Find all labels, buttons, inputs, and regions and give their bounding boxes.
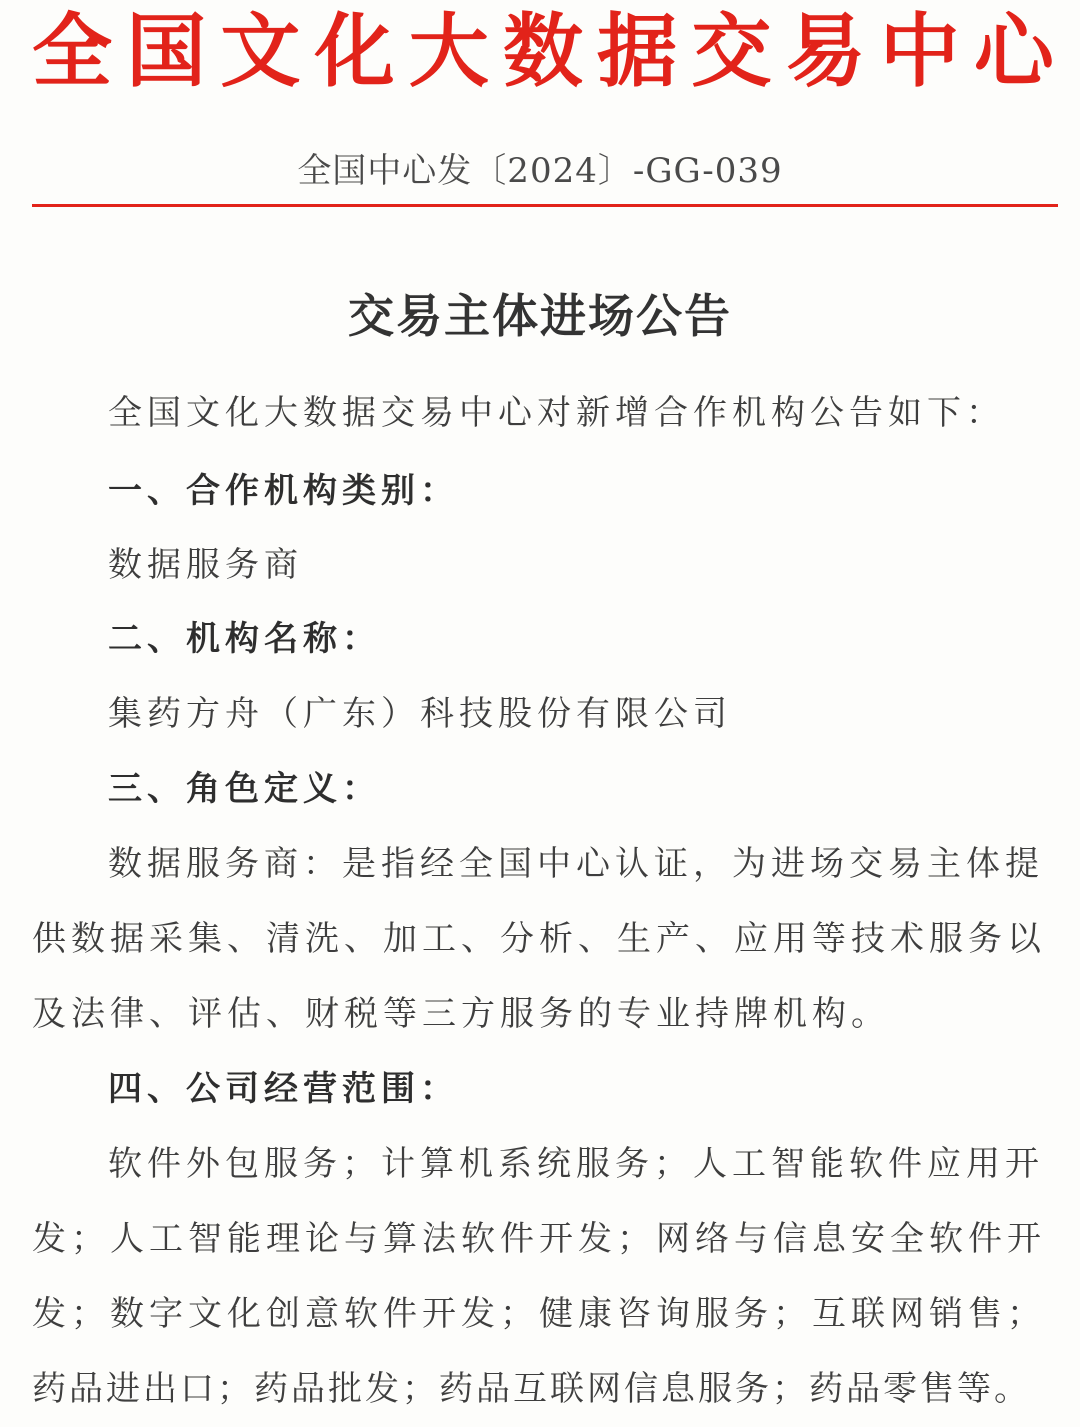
letterhead-char: 据	[597, 5, 678, 98]
intro-paragraph: 全国文化大数据交易中心对新增合作机构公告如下：	[108, 393, 1005, 433]
role-definition-line: 及法律、评估、财税等三方服务的专业持牌机构。	[32, 994, 890, 1034]
letterhead-char: 易	[785, 5, 866, 98]
section-value-category: 数据服务商	[108, 545, 303, 585]
section-heading-scope: 四、公司经营范围：	[108, 1069, 459, 1109]
letterhead-char: 文	[220, 5, 301, 98]
announcement-title: 交易主体进场公告	[348, 289, 732, 343]
role-definition-line: 数据服务商：是指经全国中心认证，为进场交易主体提	[108, 844, 1044, 884]
organization-letterhead	[28, 0, 1058, 106]
letterhead-char: 全	[32, 5, 112, 98]
section-heading-role: 三、角色定义：	[108, 769, 381, 809]
letterhead-char: 交	[691, 5, 772, 98]
business-scope-line: 软件外包服务；计算机系统服务；人工智能软件应用开	[108, 1144, 1044, 1184]
letterhead-char: 数	[502, 5, 583, 98]
business-scope-line: 药品进出口；药品批发；药品互联网信息服务；药品零售等。	[32, 1369, 1031, 1409]
business-scope-line: 发；人工智能理论与算法软件开发；网络与信息安全软件开	[32, 1219, 1046, 1259]
header-divider	[32, 204, 1058, 207]
letterhead-char: 中	[879, 5, 960, 98]
letterhead-char: 心	[973, 5, 1054, 98]
document-number: 全国中心发〔2024〕-GG-039	[297, 151, 783, 191]
section-value-name: 集药方舟（广东）科技股份有限公司	[108, 694, 732, 734]
role-definition-line: 供数据采集、清洗、加工、分析、生产、应用等技术服务以	[32, 919, 1046, 959]
section-heading-category: 一、合作机构类别：	[108, 471, 459, 511]
letterhead-char: 国	[126, 5, 207, 98]
section-heading-name: 二、机构名称：	[108, 619, 381, 659]
letterhead-char: 大	[408, 5, 489, 98]
letterhead-char: 化	[314, 5, 395, 98]
business-scope-line: 发；数字文化创意软件开发；健康咨询服务；互联网销售；	[32, 1294, 1046, 1334]
